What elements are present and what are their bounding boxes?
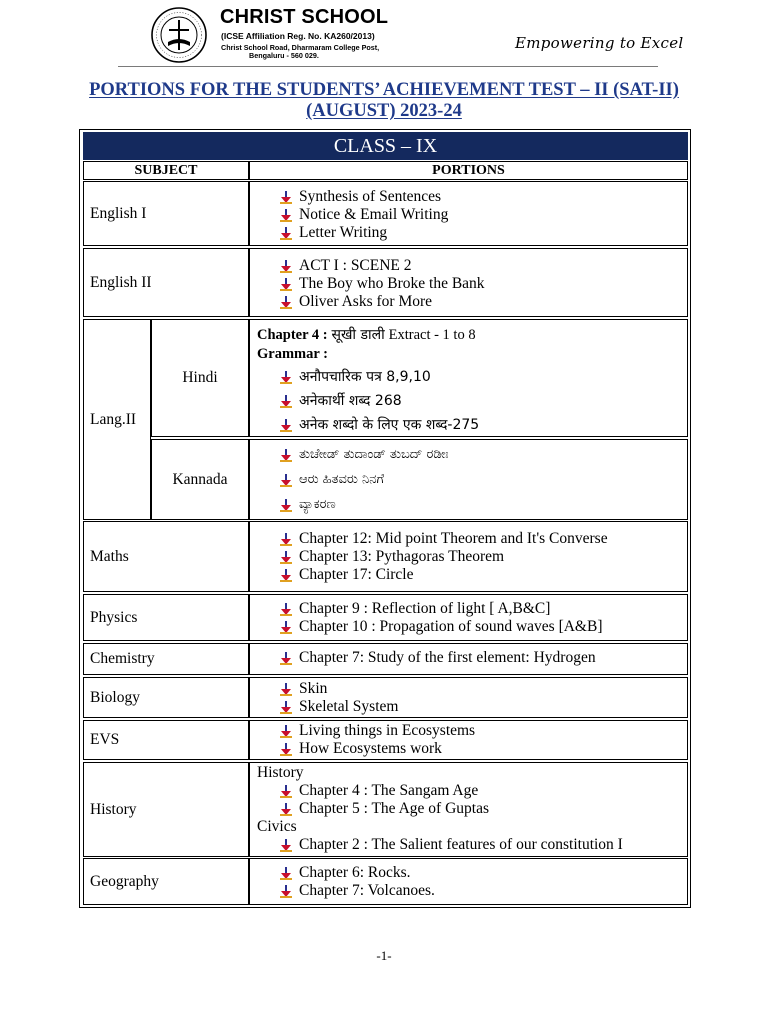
portions-column-header: PORTIONS (249, 161, 688, 180)
list-item: Living things in Ecosystems (278, 722, 687, 740)
list-item: ವ್ಯಾಕರಣ (278, 492, 687, 517)
list-item: Chapter 6: Rocks. (278, 864, 687, 882)
school-seal-logo (150, 6, 208, 64)
portions-cell-hindi (249, 319, 688, 437)
arrow-bullet-icon (278, 837, 294, 853)
list-item: Chapter 13: Pythagoras Theorem (278, 548, 687, 566)
arrow-bullet-icon (278, 225, 294, 241)
list-item: Chapter 12: Mid point Theorem and It's Converse (278, 530, 687, 548)
arrow-bullet-icon (278, 619, 294, 635)
list-item: Chapter 4 : The Sangam Age (278, 782, 687, 800)
portions-cell-geography (249, 858, 688, 905)
class-heading: CLASS – IX (83, 132, 688, 160)
list-item: Chapter 2 : The Salient features of our constitution I (278, 836, 687, 854)
subject-column-header: SUBJECT (83, 161, 249, 180)
list-item: Oliver Asks for More (278, 293, 687, 311)
list-item: Skeletal System (278, 698, 687, 716)
subject-label: Hindi (182, 369, 218, 386)
list-item: अनौपचारिक पत्र 8,9,10 (278, 365, 687, 389)
portions-cell-physics (249, 594, 688, 641)
list-item: अनेक शब्दो के लिए एक शब्द-275 (278, 413, 687, 437)
hindi-chapter-line: Chapter 4 : सूखी डाली Extract - 1 to 8 (257, 327, 476, 343)
subject-cell-physics (83, 594, 249, 641)
subject-cell-biology (83, 677, 249, 718)
subject-label: Maths (90, 547, 129, 565)
arrow-bullet-icon (278, 531, 294, 547)
list-item: Letter Writing (278, 224, 687, 242)
portions-cell-english-2 (249, 248, 688, 317)
arrow-bullet-icon (278, 601, 294, 617)
arrow-bullet-icon (278, 699, 294, 715)
subject-label: Chemistry (90, 650, 155, 667)
subject-cell-geography (83, 858, 249, 905)
subject-label: Kannada (172, 470, 228, 488)
arrow-bullet-icon (278, 369, 294, 385)
arrow-bullet-icon (278, 294, 294, 310)
arrow-bullet-icon (278, 447, 294, 463)
subject-cell-hindi (151, 319, 249, 437)
arrow-bullet-icon (278, 549, 294, 565)
portions-table (79, 129, 691, 908)
portions-cell-biology (249, 677, 688, 718)
arrow-bullet-icon (278, 189, 294, 205)
subject-label: Lang.II (90, 410, 137, 428)
list-item: ACT I : SCENE 2 (278, 257, 687, 275)
arrow-bullet-icon (278, 741, 294, 757)
page-number: -1- (376, 948, 392, 963)
list-item: How Ecosystems work (278, 740, 687, 758)
arrow-bullet-icon (278, 783, 294, 799)
list-item: Chapter 9 : Reflection of light [ A,B&C] (278, 600, 687, 618)
list-item: Chapter 10 : Propagation of sound waves [A&B] (278, 618, 687, 636)
school-name: CHRIST SCHOOL (220, 6, 389, 28)
arrow-bullet-icon (278, 865, 294, 881)
arrow-bullet-icon (278, 723, 294, 739)
list-item: अनेकार्थी शब्द 268 (278, 389, 687, 413)
subject-label: English II (90, 273, 152, 291)
list-item: ಆರು ಹಿತವರು ನಿನಗೆ (278, 467, 687, 492)
arrow-bullet-icon (278, 417, 294, 433)
header-divider (118, 66, 658, 67)
subject-cell-evs (83, 720, 249, 760)
subject-cell-kannada (151, 439, 249, 520)
subject-label: Biology (90, 688, 140, 706)
portions-cell-history (249, 762, 688, 857)
document-subtitle: (AUGUST) 2023-24 (306, 101, 462, 121)
arrow-bullet-icon (278, 472, 294, 488)
school-tagline: Empowering to Excel (515, 34, 684, 52)
civics-sub-heading: Civics (257, 818, 297, 835)
arrow-bullet-icon (278, 276, 294, 292)
history-sub-heading: History (257, 764, 304, 781)
list-item: Skin (278, 680, 687, 698)
document-title: PORTIONS FOR THE STUDENTS’ ACHIEVEMENT TEST – II (SAT-II) (89, 80, 679, 100)
portions-cell-maths (249, 521, 688, 592)
subject-cell-lang-2 (83, 319, 151, 520)
address-line-2: Bengaluru - 560 029. (249, 51, 319, 60)
arrow-bullet-icon (278, 497, 294, 513)
subject-label: Geography (90, 872, 159, 890)
portions-cell-english-1 (249, 181, 688, 246)
arrow-bullet-icon (278, 883, 294, 899)
affiliation-text: (ICSE Affiliation Reg. No. KA260/2013) (221, 31, 375, 41)
arrow-bullet-icon (278, 681, 294, 697)
subject-cell-english-1 (83, 181, 249, 246)
subject-cell-chemistry (83, 643, 249, 675)
subject-label: History (90, 800, 137, 818)
list-item: Chapter 17: Circle (278, 566, 687, 584)
subject-label: EVS (90, 731, 120, 748)
portions-cell-kannada (249, 439, 688, 520)
list-item: Notice & Email Writing (278, 206, 687, 224)
list-item: The Boy who Broke the Bank (278, 275, 687, 293)
list-item: Synthesis of Sentences (278, 188, 687, 206)
subject-label: Physics (90, 608, 138, 626)
portions-cell-evs (249, 720, 688, 760)
arrow-bullet-icon (278, 567, 294, 583)
list-item: Chapter 7: Volcanoes. (278, 882, 687, 900)
arrow-bullet-icon (278, 393, 294, 409)
subject-cell-history (83, 762, 249, 857)
list-item: Chapter 5 : The Age of Guptas (278, 800, 687, 818)
arrow-bullet-icon (278, 207, 294, 223)
grammar-label: Grammar : (257, 346, 328, 362)
subject-cell-maths (83, 521, 249, 592)
arrow-bullet-icon (278, 650, 294, 666)
list-item: Chapter 7: Study of the first element: Hydrogen (278, 649, 687, 667)
subject-label: English I (90, 204, 147, 222)
arrow-bullet-icon (278, 801, 294, 817)
portions-cell-chemistry (249, 643, 688, 675)
address-line-1: Christ School Road, Dharmaram College Post, (221, 43, 380, 52)
subject-cell-english-2 (83, 248, 249, 317)
list-item: ತುಚೇೕಡ್ ತುದಾಂಡ್ ತುಬದ್ ರಡೀಃ (278, 442, 687, 467)
arrow-bullet-icon (278, 258, 294, 274)
